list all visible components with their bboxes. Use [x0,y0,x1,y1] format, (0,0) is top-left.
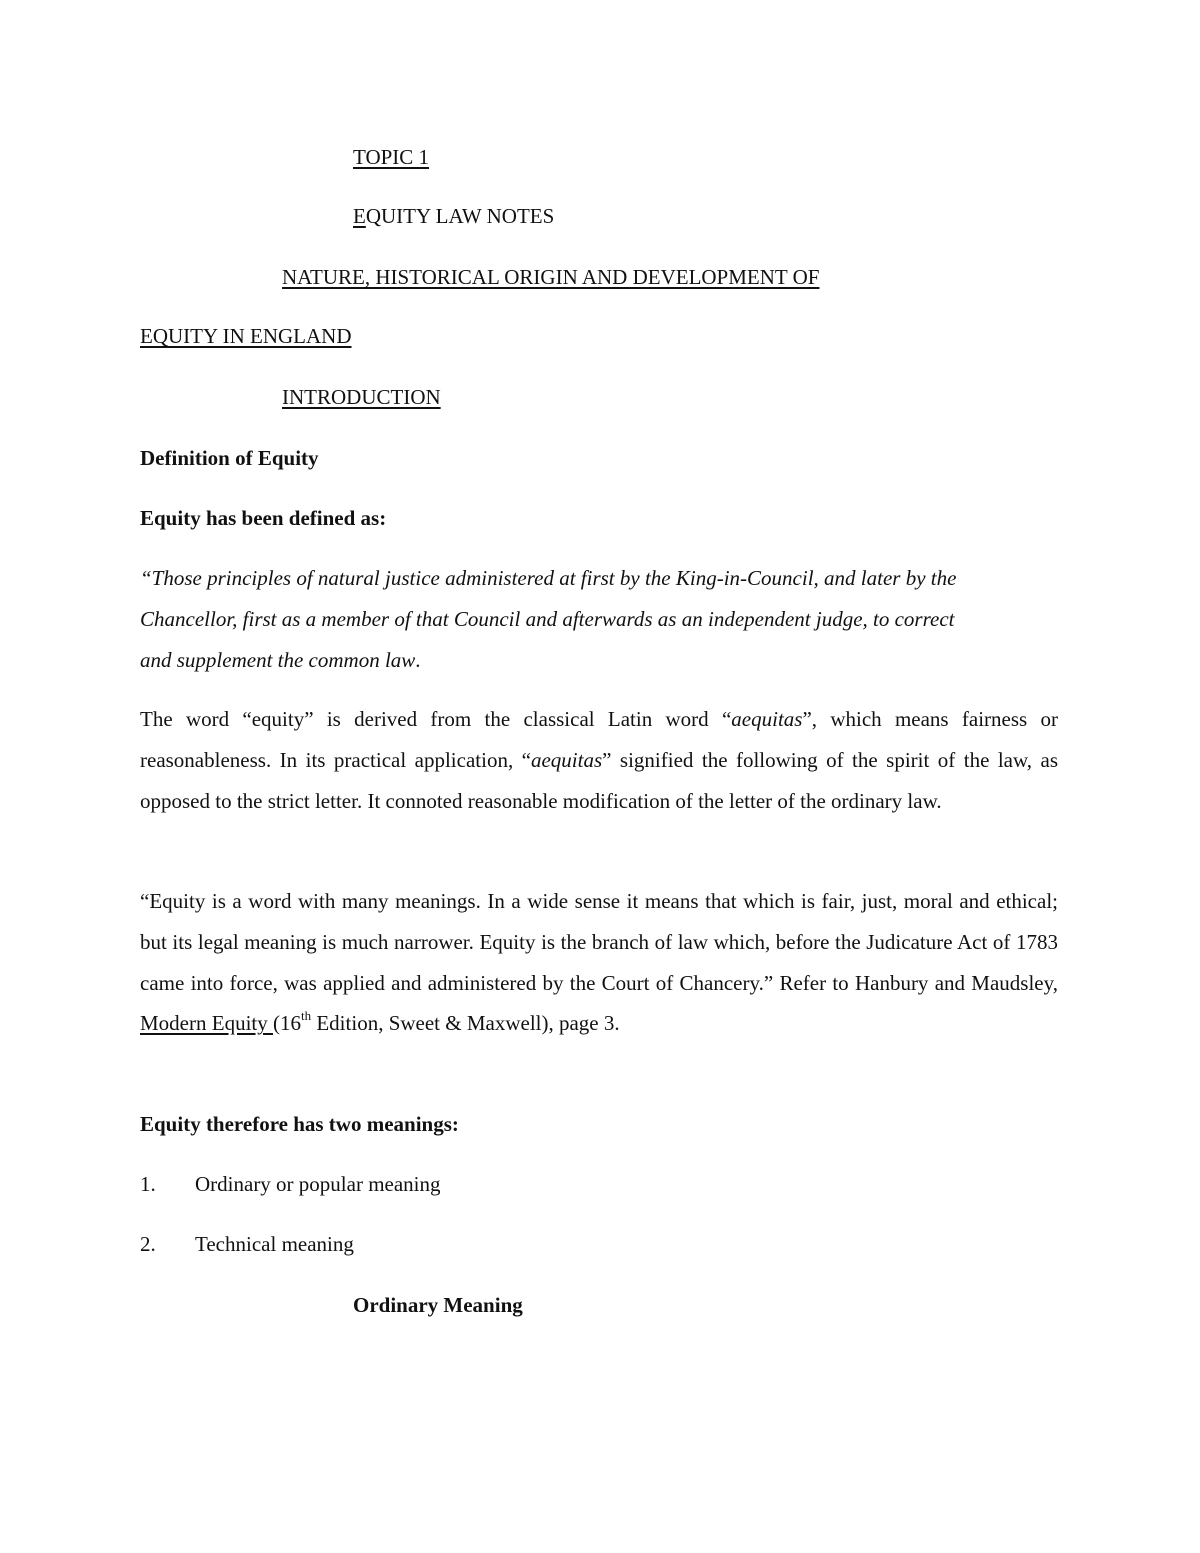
definition-quote-line-2: Chancellor, first as a member of that Council and afterwards as an independent judge, to correct [140,607,955,631]
notes-title-first-letter: E [353,204,366,228]
paragraph-1-part-1: The word “equity” is derived from the classical Latin word “ [140,707,732,731]
notes-title-rest: QUITY LAW NOTES [365,204,555,228]
quote-end-text: and supplement the common law [140,648,416,672]
definition-quote-line-1: “Those principles of natural justice administered at first by the King-in-Council, and later by the [140,566,957,590]
notes-title [353,206,554,227]
aequitas-term-2: aequitas [530,747,603,772]
ordinary-meaning-heading: Ordinary Meaning [353,1293,523,1317]
definition-quote-line-3 [140,650,421,671]
edition-superscript: th [300,1008,312,1024]
paragraph-2-part-3: Edition, Sweet & Maxwell), page 3. [311,1011,620,1036]
topic-heading: TOPIC 1 [353,145,430,169]
introduction-heading: INTRODUCTION [282,385,441,409]
aequitas-term-1: aequitas [731,707,803,731]
paragraph-1-part-2: ”, which means fairness or reasonableness. In its practical application, “ [140,707,1058,772]
definition-heading: Definition of Equity [140,446,319,470]
list-item-number-2: 2. [140,1232,156,1256]
paragraph-2-part-1: “Equity is a word with many meanings. In a wide sense it means that which is fair, just, moral and ethical; but its legal meaning is much narrower. Equity is the branch of law which, before the Judicature Act of 1783 came into force, was applied and administered by the Court of Chancery.” Refer to Hanbury and Maudsley, [140,889,1058,995]
list-item-text-1: Ordinary or popular meaning [195,1172,441,1196]
quote-end-period: . [415,648,421,672]
main-title-line-1: NATURE, HISTORICAL ORIGIN AND DEVELOPMENT OF [282,265,820,289]
paragraph-1-part-3: ” signified the following of the spirit of the law, as opposed to the strict letter. It connoted reasonable modification of the letter of the ordinary law. [140,747,1058,813]
meanings-heading: Equity therefore has two meanings: [140,1112,459,1136]
paragraph-latin-origin [140,699,1058,821]
list-item-text-2: Technical meaning [195,1232,354,1256]
paragraph-many-meanings [140,881,1058,1044]
paragraph-2-part-2: (16 [272,1011,301,1036]
definition-subheading: Equity has been defined as: [140,506,387,530]
book-title: Modern Equity [140,1011,273,1036]
list-item-number-1: 1. [140,1172,156,1196]
main-title-line-2: EQUITY IN ENGLAND [140,324,352,348]
